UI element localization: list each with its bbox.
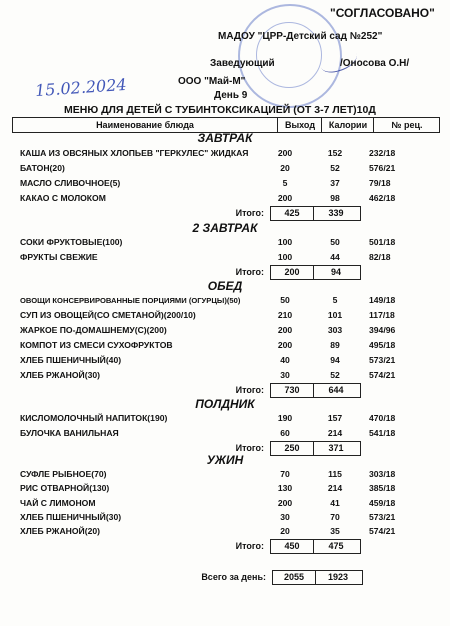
table-row: ХЛЕБ РЖАНОЙ(20) 20 35 574/21 [20, 526, 396, 536]
table-row: СУП ИЗ ОВОЩЕЙ(СО СМЕТАНОЙ)(200/10) 210 101 117/18 [20, 310, 395, 320]
meal-total-dinner: Итого: 450 475 [0, 539, 450, 553]
head-role: Заведующий [210, 58, 275, 69]
supplier-name: ООО "Май-М" [178, 76, 246, 87]
table-row: ФРУКТЫ СВЕЖИЕ 100 44 82/18 [20, 252, 391, 262]
menu-title: МЕНЮ ДЛЯ ДЕТЕЙ С ТУБИНТОКСИКАЦИЕЙ (ОТ 3-7 ЛЕТ)10Д [64, 104, 376, 116]
table-row: КИСЛОМОЛОЧНЫЙ НАПИТОК(190) 190 157 470/18 [20, 413, 396, 423]
table-row: ЖАРКОЕ ПО-ДОМАШНЕМУ(С)(200) 200 303 394/96 [20, 325, 396, 335]
day-total: Всего за день: 2055 1923 [0, 570, 450, 584]
table-row: РИС ОТВАРНОЙ(130) 130 214 385/18 [20, 483, 396, 493]
column-name-header: Наименование блюда [96, 120, 194, 130]
column-recipe-header: № рец. [373, 118, 440, 132]
table-row: СУФЛЕ РЫБНОЕ(70) 70 115 303/18 [20, 469, 396, 479]
meal-title-second-breakfast: 2 ЗАВТРАК [192, 221, 258, 235]
meal-total-snack: Итого: 250 371 [0, 441, 450, 455]
meal-title-lunch: ОБЕД [207, 279, 243, 293]
table-row: ХЛЕБ РЖАНОЙ(30) 30 52 574/21 [20, 370, 396, 380]
table-row: МАСЛО СЛИВОЧНОЕ(5) 5 37 79/18 [20, 178, 391, 188]
table-row: ХЛЕБ ПШЕНИЧНЫЙ(40) 40 94 573/21 [20, 355, 396, 365]
table-row: СОКИ ФРУКТОВЫЕ(100) 100 50 501/18 [20, 237, 396, 247]
menu-day: День 9 [214, 90, 248, 101]
column-calories-header: Калории [321, 118, 374, 132]
meal-total-lunch: Итого: 730 644 [0, 383, 450, 397]
organization-name: МАДОУ "ЦРР-Детский сад №252" [218, 31, 383, 42]
table-row: БУЛОЧКА ВАНИЛЬНАЯ 60 214 541/18 [20, 428, 396, 438]
meal-title-dinner: УЖИН [206, 453, 244, 467]
column-output-header: Выход [277, 118, 322, 132]
meal-title-breakfast: ЗАВТРАК [197, 131, 253, 145]
agreed-label: "СОГЛАСОВАНО" [330, 6, 435, 20]
table-row: БАТОН(20) 20 52 576/21 [20, 163, 396, 173]
table-row: ЧАЙ С ЛИМОНОМ 200 41 459/18 [20, 498, 396, 508]
table-row: ХЛЕБ ПШЕНИЧНЫЙ(30) 30 70 573/21 [20, 512, 396, 522]
handwritten-date: 15.02.2024 [34, 74, 128, 101]
table-row: КОМПОТ ИЗ СМЕСИ СУХОФРУКТОВ 200 89 495/18 [20, 340, 396, 350]
table-row: КАКАО С МОЛОКОМ 200 98 462/18 [20, 193, 396, 203]
meal-title-snack: ПОЛДНИК [195, 397, 255, 411]
table-row: КАША ИЗ ОВСЯНЫХ ХЛОПЬЕВ "ГЕРКУЛЕС" ЖИДКАЯ 200 152 232/18 [20, 148, 396, 158]
table-row: ОВОЩИ КОНСЕРВИРОВАННЫЕ ПОРЦИЯМИ (ОГУРЦЫ)(50) 50 5 149/18 [20, 295, 396, 305]
meal-total-second-breakfast: Итого: 200 94 [0, 265, 450, 279]
head-name: /Оносова О.Н/ [340, 58, 410, 69]
meal-total-breakfast: Итого: 425 339 [0, 206, 450, 220]
